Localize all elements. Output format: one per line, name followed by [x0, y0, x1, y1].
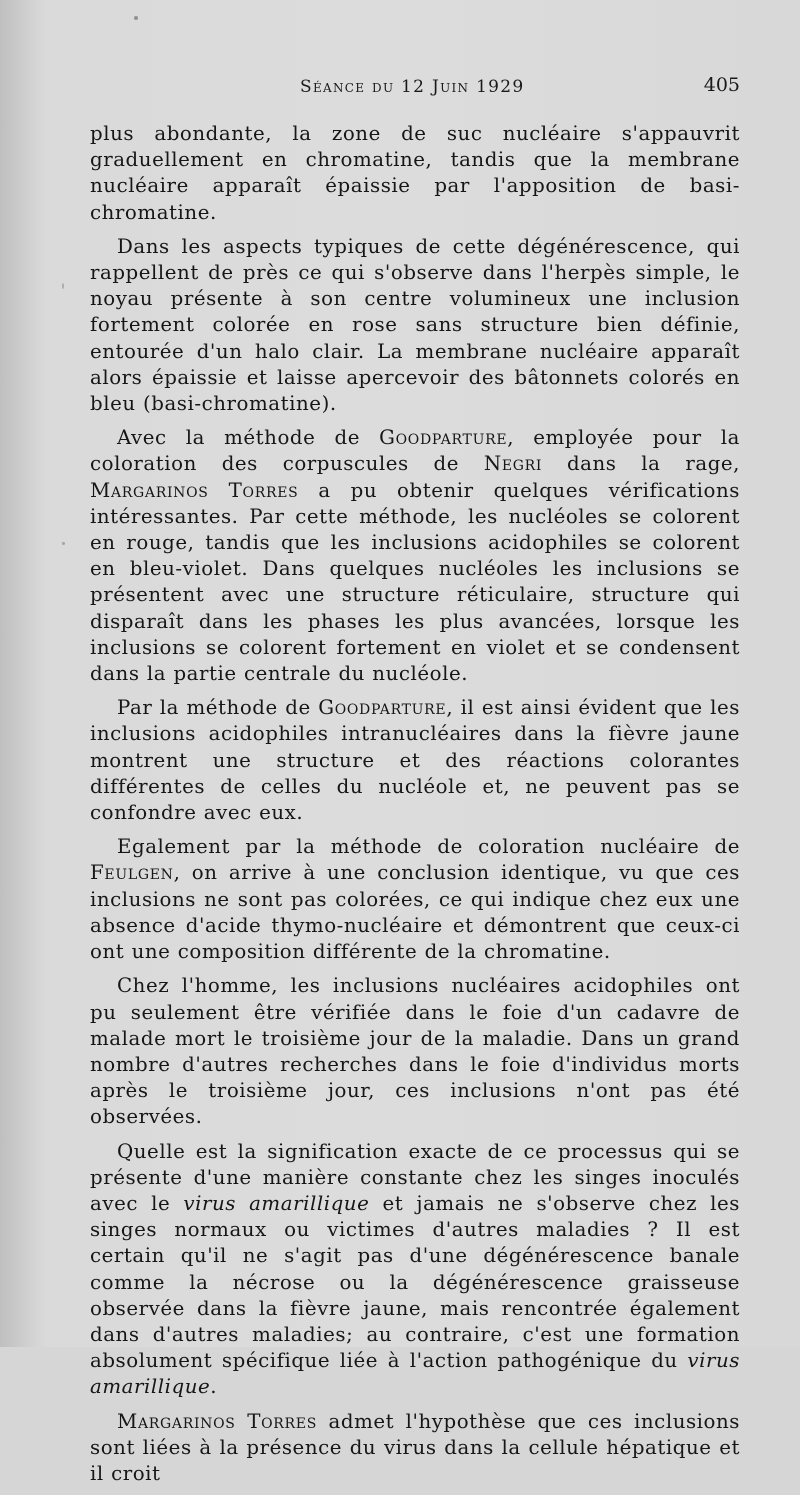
ink-speck — [62, 542, 65, 545]
paragraph: Dans les aspects typiques de cette dégénérescence, qui rappellent de près ce qui s'observe dans l'herpès simple, le noyau présente à son centre volumineux une inclusion fortement colorée en rose sans structure bien définie, entourée d'un halo clair. La membrane nucléaire apparaît alors épaissie et laisse apercevoir des bâtonnets colorés en bleu (basi-chromatine). — [90, 234, 740, 416]
paragraph: Avec la méthode de Goodparture, employée pour la coloration des corpuscules de Negri dans la rage, Margarinos Torres a pu obtenir quelques vérifications intéressantes. Par cette méthode, les nucléoles se colorent en rouge, tandis que les inclusions acidophiles se colorent en bleu-violet. Dans quelques nucléoles les inclusions se présentent avec une structure réticulaire, structure qui disparaît dans les phases les plus avancées, lorsque les inclusions se colorent fortement en violet et se condensent dans la partie centrale du nucléole. — [90, 426, 741, 686]
binding-shadow — [0, 0, 45, 1347]
paragraph: Chez l'homme, les inclusions nucléaires acidophiles ont pu seulement être vérifiée dans le foie d'un cadavre de malade mort le troisième jour de la maladie. Dans un grand nombre d'autres recherches dans le foie d'individus morts après le troisième jour, ces inclusions n'ont pas été observées. — [90, 974, 740, 1129]
author-name: Goodparture — [318, 696, 447, 720]
author-name: Margarinos Torres — [117, 1409, 318, 1433]
author-name: Negri — [483, 452, 543, 476]
paragraph: Egalement par la méthode de coloration nucléaire de Feulgen, on arrive à une conclusion identique, vu que ces inclusions ne sont pas colorées, ce qui indique chez eux une absence d'acide thymo-nucléaire et démontrent que ceux-ci ont une composition différente de la chromatine. — [90, 835, 740, 964]
paragraph: Par la méthode de Goodparture, il est ainsi évident que les inclusions acidophiles intranucléaires dans la fièvre jaune montrent une structure et des réactions colorantes différentes de celles du nucléole et, ne peuvent pas se confondre avec eux. — [90, 696, 740, 825]
paragraph: Quelle est la signification exacte de ce processus qui se présente d'une manière constante chez les singes inoculés avec le virus amarillique et jamais ne s'observe chez les singes normaux ou victimes d'autres maladies ? Il est certain qu'il ne s'agit pas d'une dégénérescence banale comme la nécrose ou la dégénérescence graisseuse observée dans la fièvre jaune, mais rencontrée également dans d'autres maladies; au contraire, c'est une formation absolument spécifique liée à l'action pathogénique du virus amarillique. — [90, 1139, 741, 1399]
italic-term: virus amarillique — [183, 1191, 370, 1215]
author-name: Margarinos Torres — [90, 478, 299, 502]
running-head: Séance du 12 Juin 1929 — [300, 77, 525, 97]
page-header — [90, 74, 740, 104]
italic-term: virus amarillique — [90, 1349, 740, 1399]
ink-speck — [62, 283, 64, 289]
ink-speck — [134, 16, 138, 20]
paragraph: plus abondante, la zone de suc nucléaire s'appauvrit graduellement en chromatine, tandis que la membrane nucléaire apparaît épaissie par l'apposition de basi-chromatine. — [90, 122, 740, 224]
paragraph: Margarinos Torres admet l'hypothèse que ces inclusions sont liées à la présence du virus dans la cellule hépatique et il croit — [90, 1409, 741, 1485]
author-name: Feulgen — [90, 861, 174, 885]
page-number: 405 — [703, 74, 740, 96]
body-text — [90, 121, 740, 1495]
author-name: Goodparture — [379, 426, 508, 450]
